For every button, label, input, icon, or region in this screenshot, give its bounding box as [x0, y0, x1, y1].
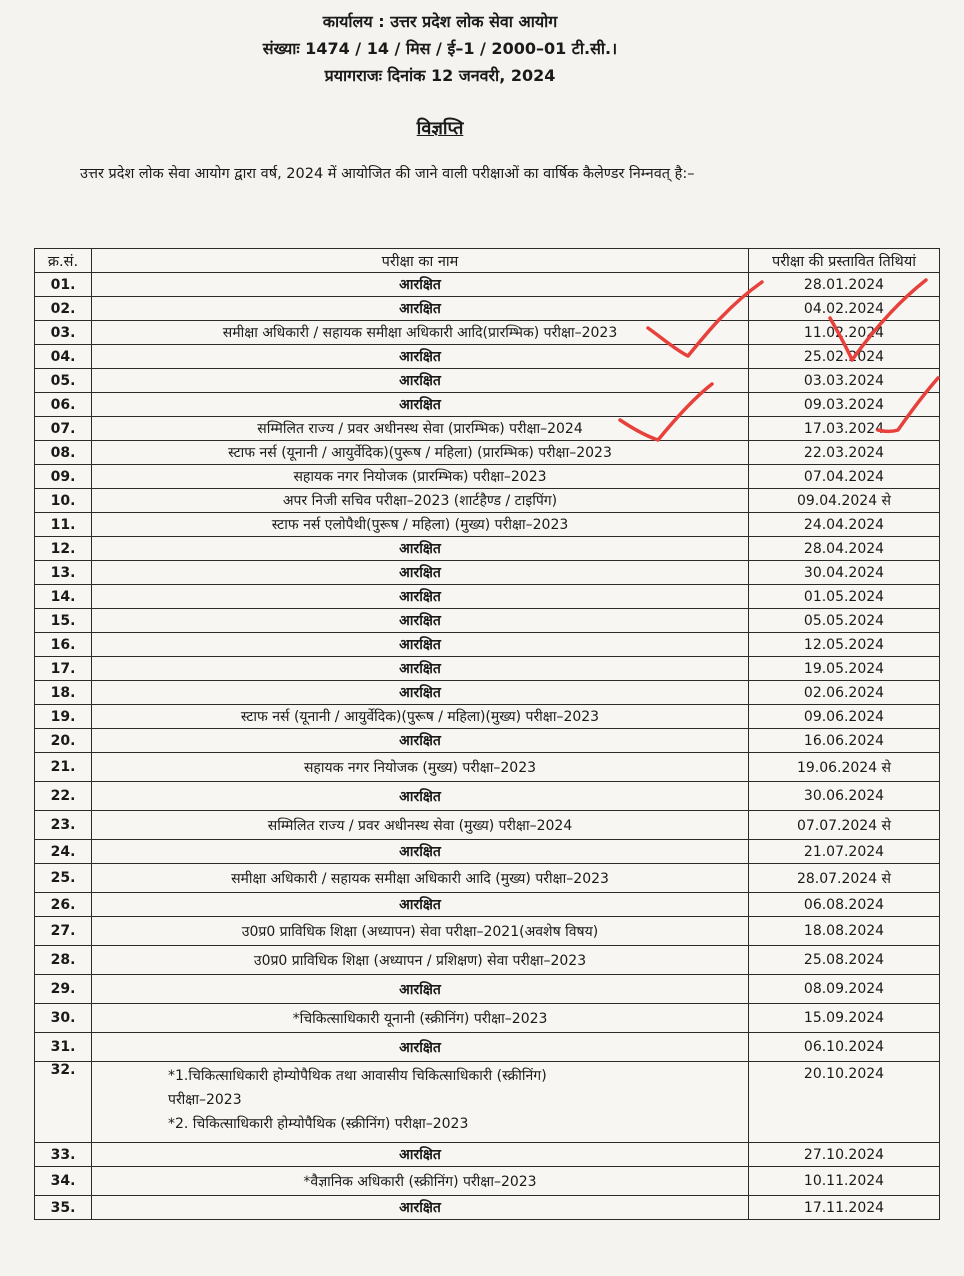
- table-row: [35, 811, 940, 840]
- row-proposed-date: 28.01.2024: [749, 273, 940, 297]
- row-serial-number: 05.: [35, 369, 92, 393]
- table-row: [35, 946, 940, 975]
- row-exam-name: [92, 1062, 749, 1143]
- row-serial-number: 29.: [35, 975, 92, 1004]
- row-proposed-date: 06.08.2024: [749, 893, 940, 917]
- table-row: [35, 441, 940, 465]
- row-proposed-date: 28.07.2024 से: [749, 864, 940, 893]
- table-row: [35, 537, 940, 561]
- row-exam-name: समीक्षा अधिकारी / सहायक समीक्षा अधिकारी आदि (मुख्य) परीक्षा–2023: [92, 864, 749, 893]
- table-row: [35, 657, 940, 681]
- row-proposed-date: 07.07.2024 से: [749, 811, 940, 840]
- table-row: [35, 297, 940, 321]
- notice-title-wrap: [0, 116, 880, 140]
- row-exam-name: आरक्षित: [92, 840, 749, 864]
- row-proposed-date: 05.05.2024: [749, 609, 940, 633]
- table-row: [35, 681, 940, 705]
- header-sno: क्र.सं.: [35, 249, 92, 273]
- row-exam-name: स्टाफ नर्स एलोपैथी(पुरूष / महिला) (मुख्य) परीक्षा–2023: [92, 513, 749, 537]
- row-proposed-date: 03.03.2024: [749, 369, 940, 393]
- row-serial-number: 33.: [35, 1143, 92, 1167]
- row-serial-number: 19.: [35, 705, 92, 729]
- row-proposed-date: 07.04.2024: [749, 465, 940, 489]
- row-serial-number: 28.: [35, 946, 92, 975]
- table-row: [35, 1004, 940, 1033]
- row-serial-number: 25.: [35, 864, 92, 893]
- table-row: [35, 393, 940, 417]
- row-serial-number: 06.: [35, 393, 92, 417]
- row-exam-name: आरक्षित: [92, 537, 749, 561]
- table-row: [35, 1062, 940, 1143]
- exam-name-line: परीक्षा–2023: [168, 1092, 242, 1108]
- table-row: [35, 1143, 940, 1167]
- row-serial-number: 30.: [35, 1004, 92, 1033]
- table-row: [35, 753, 940, 782]
- table-row: [35, 864, 940, 893]
- row-exam-name: आरक्षित: [92, 585, 749, 609]
- row-exam-name: आरक्षित: [92, 1196, 749, 1220]
- table-row: [35, 417, 940, 441]
- table-row: [35, 1167, 940, 1196]
- header-exam-name: परीक्षा का नाम: [92, 249, 749, 273]
- office-name: कार्यालय : उत्तर प्रदेश लोक सेवा आयोग: [322, 12, 558, 31]
- row-exam-name: आरक्षित: [92, 681, 749, 705]
- row-exam-name: आरक्षित: [92, 345, 749, 369]
- row-exam-name: आरक्षित: [92, 561, 749, 585]
- row-serial-number: 09.: [35, 465, 92, 489]
- row-serial-number: 18.: [35, 681, 92, 705]
- row-serial-number: 22.: [35, 782, 92, 811]
- table-row: [35, 1033, 940, 1062]
- row-serial-number: 35.: [35, 1196, 92, 1220]
- row-serial-number: 15.: [35, 609, 92, 633]
- row-exam-name: उ0प्र0 प्राविधिक शिक्षा (अध्यापन) सेवा परीक्षा–2021(अवशेष विषय): [92, 917, 749, 946]
- row-serial-number: 12.: [35, 537, 92, 561]
- row-proposed-date: 09.03.2024: [749, 393, 940, 417]
- row-exam-name: अपर निजी सचिव परीक्षा–2023 (शार्टहैण्ड / टाइपिंग): [92, 489, 749, 513]
- row-exam-name: उ0प्र0 प्राविधिक शिक्षा (अध्यापन / प्रशिक्षण) सेवा परीक्षा–2023: [92, 946, 749, 975]
- row-serial-number: 23.: [35, 811, 92, 840]
- document-header: [0, 8, 880, 89]
- row-serial-number: 11.: [35, 513, 92, 537]
- row-serial-number: 21.: [35, 753, 92, 782]
- row-proposed-date: 25.02.2024: [749, 345, 940, 369]
- table-row: [35, 369, 940, 393]
- row-exam-name: आरक्षित: [92, 782, 749, 811]
- row-exam-name: आरक्षित: [92, 1033, 749, 1062]
- row-proposed-date: 17.03.2024: [749, 417, 940, 441]
- row-serial-number: 04.: [35, 345, 92, 369]
- row-proposed-date: 04.02.2024: [749, 297, 940, 321]
- row-exam-name: आरक्षित: [92, 893, 749, 917]
- row-serial-number: 02.: [35, 297, 92, 321]
- row-exam-name: आरक्षित: [92, 609, 749, 633]
- row-exam-name: *चिकित्साधिकारी यूनानी (स्क्रीनिंग) परीक्षा–2023: [92, 1004, 749, 1033]
- row-proposed-date: 09.04.2024 से: [749, 489, 940, 513]
- table-row: [35, 729, 940, 753]
- table-row: [35, 513, 940, 537]
- row-serial-number: 17.: [35, 657, 92, 681]
- table-row: [35, 273, 940, 297]
- table-row: [35, 561, 940, 585]
- exam-name-line: *1.चिकित्साधिकारी होम्योपैथिक तथा आवासीय चिकित्साधिकारी (स्क्रीनिंग): [168, 1068, 547, 1084]
- table-row: [35, 782, 940, 811]
- row-exam-name: *वैज्ञानिक अधिकारी (स्क्रीनिंग) परीक्षा–2023: [92, 1167, 749, 1196]
- row-proposed-date: 24.04.2024: [749, 513, 940, 537]
- table-row: [35, 465, 940, 489]
- row-exam-name: आरक्षित: [92, 393, 749, 417]
- row-exam-name: स्टाफ नर्स (यूनानी / आयुर्वेदिक)(पुरूष / महिला)(मुख्य) परीक्षा–2023: [92, 705, 749, 729]
- row-proposed-date: 01.05.2024: [749, 585, 940, 609]
- row-serial-number: 13.: [35, 561, 92, 585]
- row-exam-name: सहायक नगर नियोजक (मुख्य) परीक्षा–2023: [92, 753, 749, 782]
- table-row: [35, 840, 940, 864]
- table-row: [35, 705, 940, 729]
- row-serial-number: 03.: [35, 321, 92, 345]
- row-proposed-date: 02.06.2024: [749, 681, 940, 705]
- row-proposed-date: 16.06.2024: [749, 729, 940, 753]
- table-row: [35, 633, 940, 657]
- row-serial-number: 16.: [35, 633, 92, 657]
- exam-calendar-table: [34, 248, 940, 1220]
- row-serial-number: 26.: [35, 893, 92, 917]
- table-row: [35, 489, 940, 513]
- row-exam-name: सम्मिलित राज्य / प्रवर अधीनस्थ सेवा (मुख्य) परीक्षा–2024: [92, 811, 749, 840]
- table-row: [35, 917, 940, 946]
- row-proposed-date: 15.09.2024: [749, 1004, 940, 1033]
- row-serial-number: 34.: [35, 1167, 92, 1196]
- row-serial-number: 32.: [35, 1062, 92, 1143]
- table-row: [35, 1196, 940, 1220]
- intro-paragraph: उत्तर प्रदेश लोक सेवा आयोग द्वारा वर्ष, 2024 में आयोजित की जाने वाली परीक्षाओं का वार्षिक कैलेण्डर निम्नवत् है:–: [80, 166, 695, 182]
- row-proposed-date: 12.05.2024: [749, 633, 940, 657]
- row-serial-number: 24.: [35, 840, 92, 864]
- row-proposed-date: 30.04.2024: [749, 561, 940, 585]
- row-proposed-date: 20.10.2024: [749, 1062, 940, 1143]
- row-proposed-date: 25.08.2024: [749, 946, 940, 975]
- row-proposed-date: 17.11.2024: [749, 1196, 940, 1220]
- row-proposed-date: 19.05.2024: [749, 657, 940, 681]
- row-exam-name: सम्मिलित राज्य / प्रवर अधीनस्थ सेवा (प्रारम्भिक) परीक्षा–2024: [92, 417, 749, 441]
- row-exam-name: सहायक नगर नियोजक (प्रारम्भिक) परीक्षा–2023: [92, 465, 749, 489]
- row-exam-name: आरक्षित: [92, 657, 749, 681]
- row-serial-number: 01.: [35, 273, 92, 297]
- header-proposed-date: परीक्षा की प्रस्तावित तिथियां: [749, 249, 940, 273]
- reference-number: संख्याः 1474 / 14 / मिस / ई–1 / 2000–01 टी.सी.।: [262, 39, 618, 58]
- row-proposed-date: 08.09.2024: [749, 975, 940, 1004]
- row-exam-name: आरक्षित: [92, 1143, 749, 1167]
- exam-name-line: *2. चिकित्साधिकारी होम्योपैथिक (स्क्रीनिंग) परीक्षा–2023: [168, 1116, 469, 1132]
- table-row: [35, 975, 940, 1004]
- row-proposed-date: 18.08.2024: [749, 917, 940, 946]
- row-serial-number: 27.: [35, 917, 92, 946]
- row-proposed-date: 21.07.2024: [749, 840, 940, 864]
- row-proposed-date: 22.03.2024: [749, 441, 940, 465]
- row-serial-number: 08.: [35, 441, 92, 465]
- row-exam-name: समीक्षा अधिकारी / सहायक समीक्षा अधिकारी आदि(प्रारम्भिक) परीक्षा–2023: [92, 321, 749, 345]
- row-serial-number: 14.: [35, 585, 92, 609]
- place-date: प्रयागराजः दिनांक 12 जनवरी, 2024: [324, 66, 556, 85]
- row-proposed-date: 10.11.2024: [749, 1167, 940, 1196]
- table-header-row: [35, 249, 940, 273]
- row-proposed-date: 11.02.2024: [749, 321, 940, 345]
- notice-title: विज्ञप्ति: [416, 118, 464, 139]
- table-row: [35, 609, 940, 633]
- table-row: [35, 585, 940, 609]
- row-proposed-date: 19.06.2024 से: [749, 753, 940, 782]
- row-proposed-date: 30.06.2024: [749, 782, 940, 811]
- row-proposed-date: 28.04.2024: [749, 537, 940, 561]
- row-exam-name: आरक्षित: [92, 975, 749, 1004]
- row-serial-number: 10.: [35, 489, 92, 513]
- table-row: [35, 893, 940, 917]
- row-serial-number: 31.: [35, 1033, 92, 1062]
- row-exam-name: स्टाफ नर्स (यूनानी / आयुर्वेदिक)(पुरूष / महिला) (प्रारम्भिक) परीक्षा–2023: [92, 441, 749, 465]
- row-proposed-date: 09.06.2024: [749, 705, 940, 729]
- row-proposed-date: 27.10.2024: [749, 1143, 940, 1167]
- row-exam-name: आरक्षित: [92, 297, 749, 321]
- row-exam-name: आरक्षित: [92, 729, 749, 753]
- table-row: [35, 321, 940, 345]
- row-serial-number: 07.: [35, 417, 92, 441]
- row-proposed-date: 06.10.2024: [749, 1033, 940, 1062]
- table-body: [35, 273, 940, 1220]
- row-exam-name: आरक्षित: [92, 633, 749, 657]
- row-exam-name: आरक्षित: [92, 273, 749, 297]
- table-row: [35, 345, 940, 369]
- row-exam-name: आरक्षित: [92, 369, 749, 393]
- row-serial-number: 20.: [35, 729, 92, 753]
